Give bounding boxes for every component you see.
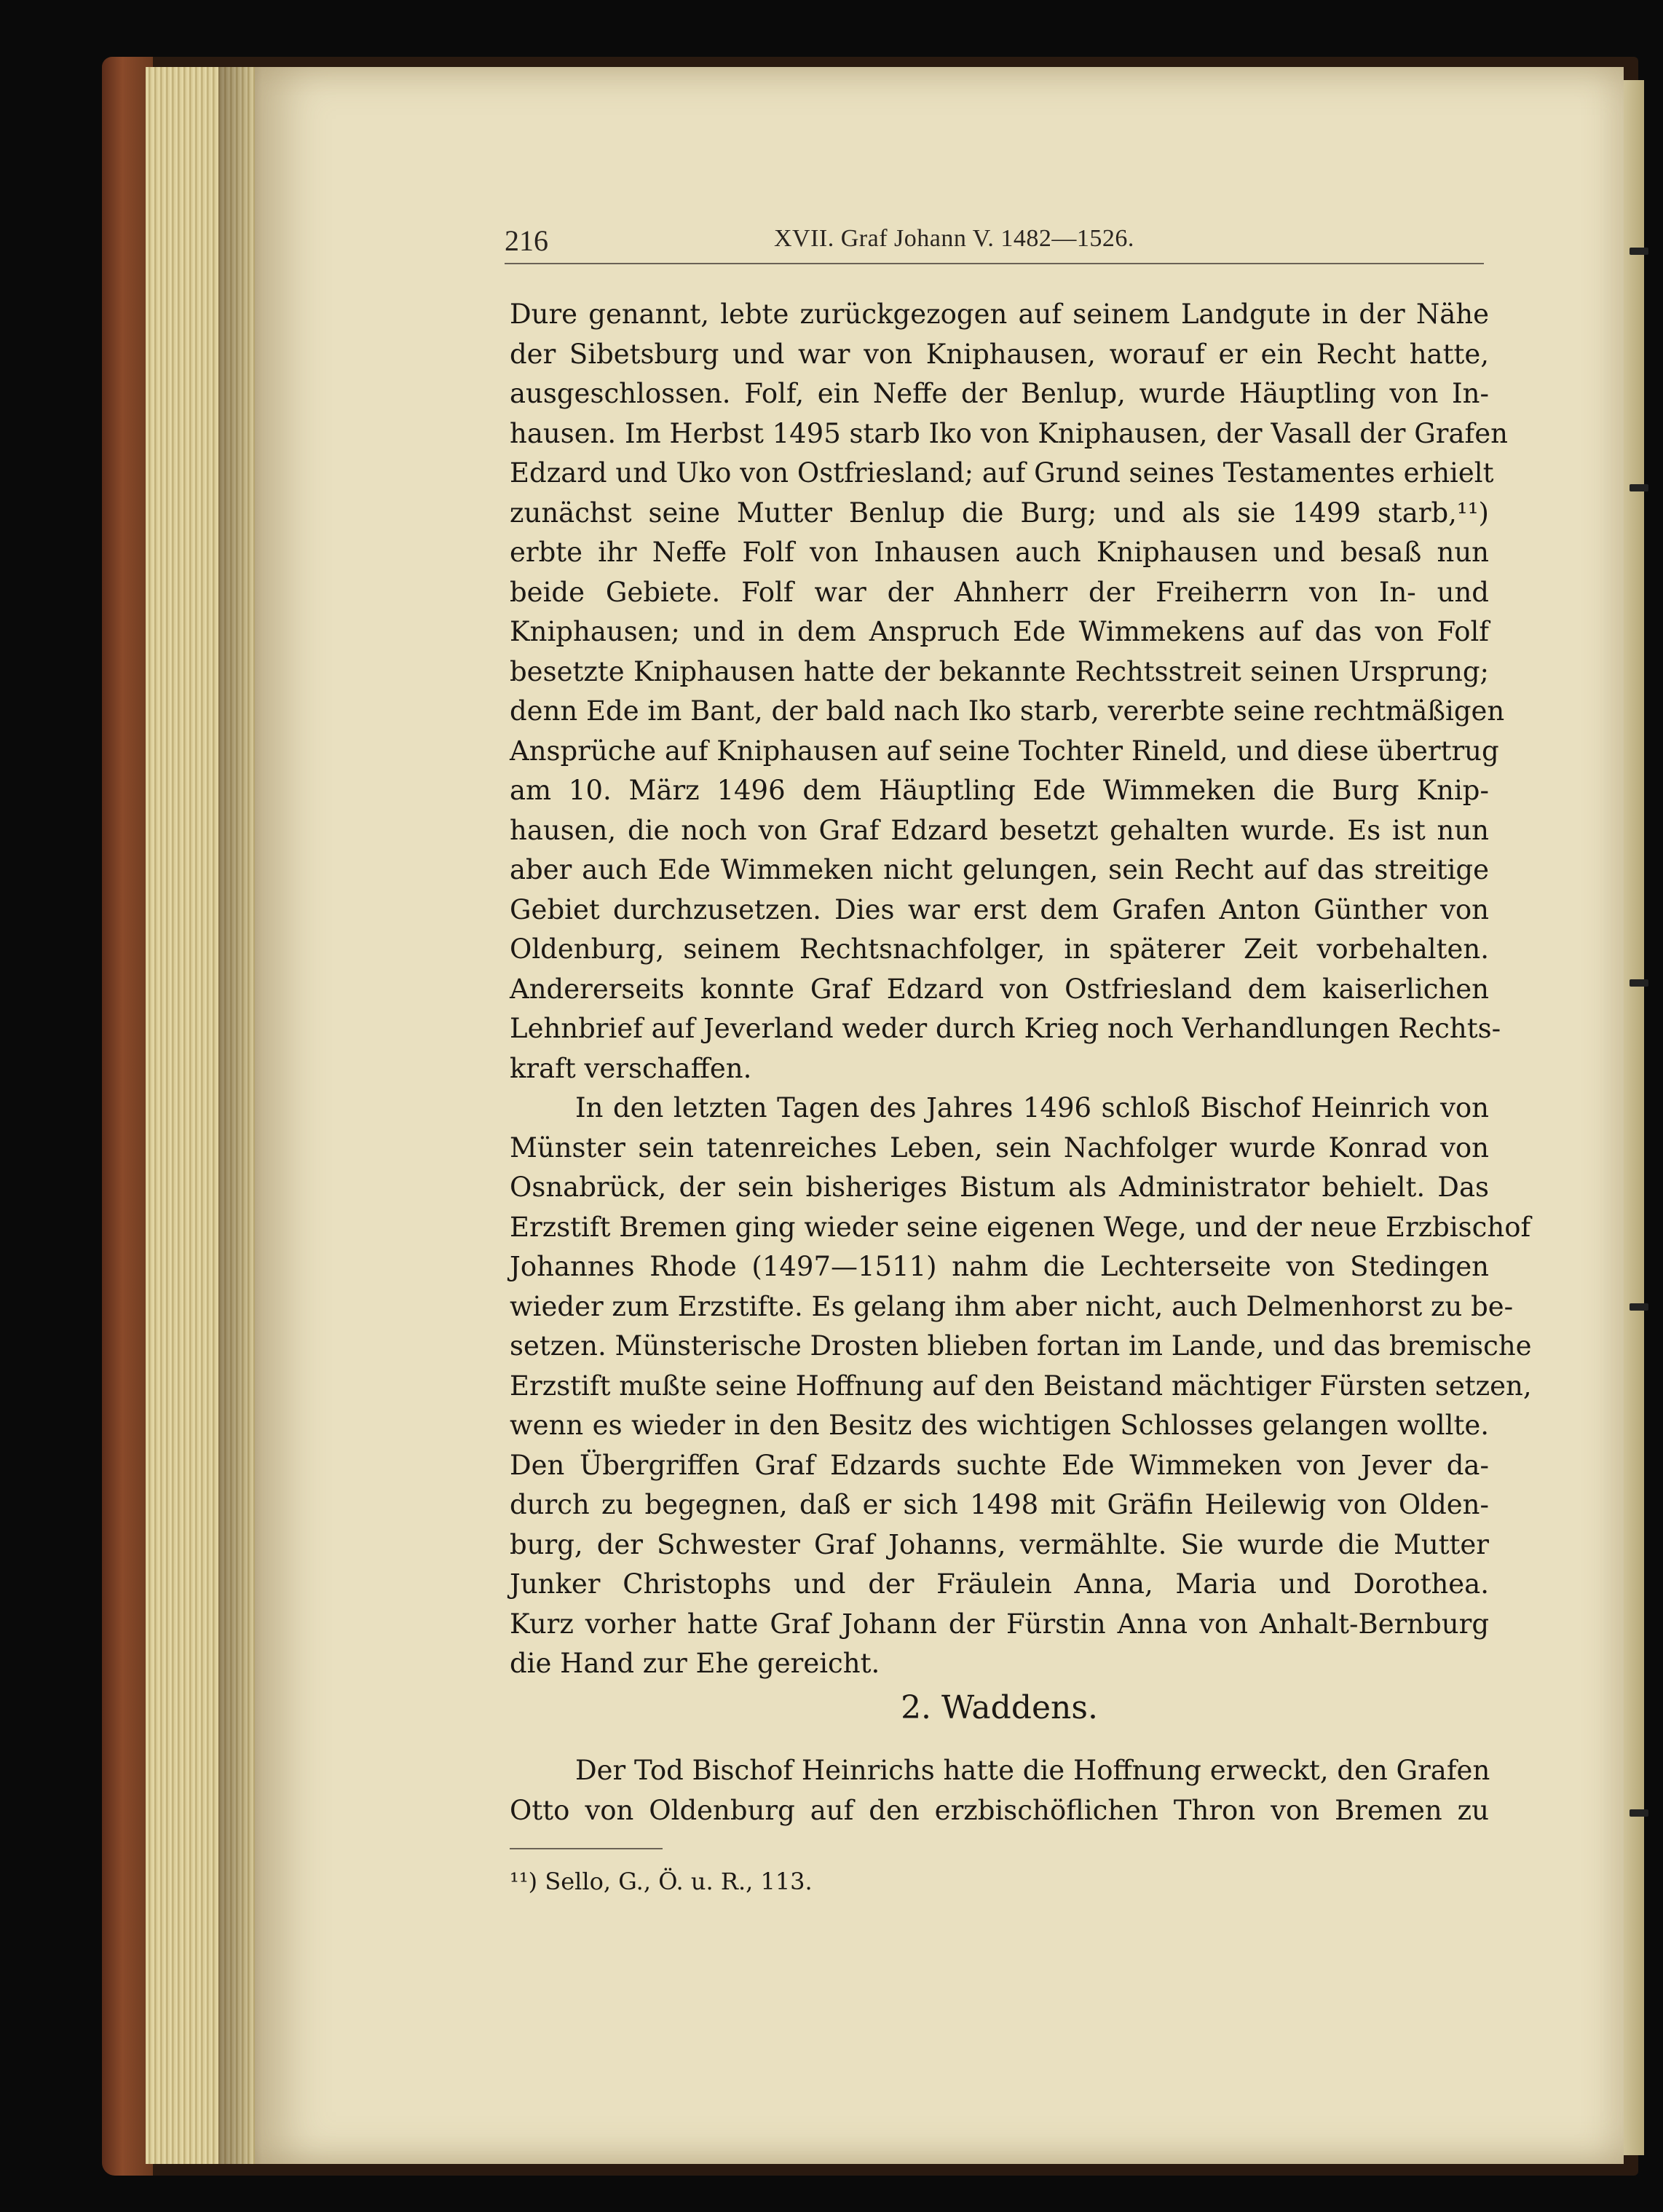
text-line: Osnabrück, der sein bisheriges Bistum als Administrator behielt. Das xyxy=(510,1172,1489,1203)
text-line: In den letzten Tagen des Jahres 1496 schloß Bischof Heinrich von xyxy=(575,1092,1489,1123)
text-line: aber auch Ede Wimmeken nicht gelungen, sein Recht auf das streitige xyxy=(510,854,1489,885)
text-line: hausen, die noch von Graf Edzard besetzt gehalten wurde. Es ist nun xyxy=(510,814,1489,846)
section-text xyxy=(510,1751,1489,1830)
text-line: der Sibetsburg und war von Kniphausen, worauf er ein Recht hatte, xyxy=(510,338,1489,370)
text-line: Oldenburg, seinem Rechtsnachfolger, in späterer Zeit vorbehalten. xyxy=(510,933,1489,965)
text-line: Junker Christophs und der Fräulein Anna, Maria und Dorothea. xyxy=(510,1568,1489,1600)
text-line: Der Tod Bischof Heinrichs hatte die Hoffnung erweckt, den Grafen xyxy=(575,1755,1490,1786)
text-line: denn Ede im Bant, der bald nach Iko starb, vererbte seine rechtmäßigen xyxy=(510,695,1505,727)
text-line: am 10. März 1496 dem Häuptling Ede Wimmeken die Burg Knip- xyxy=(510,775,1489,806)
section-heading: 2. Waddens. xyxy=(901,1689,1098,1726)
running-head: XVII. Graf Johann V. 1482—1526. xyxy=(774,225,1134,252)
text-line: besetzte Kniphausen hatte der bekannte Rechtsstreit seinen Ursprung; xyxy=(510,655,1489,687)
text-line: Dure genannt, lebte zurückgezogen auf seinem Landgute in der Nähe xyxy=(510,299,1489,330)
text-line: erbte ihr Neffe Folf von Inhausen auch Kniphausen und besaß nun xyxy=(510,537,1489,568)
page-header xyxy=(505,222,1484,264)
text-line: Andererseits konnte Graf Edzard von Ostfriesland dem kaiserlichen xyxy=(510,973,1489,1005)
right-page-edge xyxy=(1624,80,1644,2155)
text-line: Otto von Oldenburg auf den erzbischöflichen Thron von Bremen zu xyxy=(510,1794,1489,1826)
text-line: die Hand zur Ehe gereicht. xyxy=(510,1648,880,1679)
text-line: Kurz vorher hatte Graf Johann der Fürstin Anna von Anhalt-Bernburg xyxy=(510,1608,1489,1640)
text-line: Lehnbrief auf Jeverland weder durch Krieg noch Verhandlungen Rechts- xyxy=(510,1013,1501,1044)
body-text xyxy=(510,295,1532,1684)
text-line: Ansprüche auf Kniphausen auf seine Tochter Rineld, und diese übertrug xyxy=(510,735,1499,767)
paragraph-container xyxy=(510,295,1532,1684)
footnote-rule xyxy=(510,1848,663,1849)
text-line: Kniphausen; und in dem Anspruch Ede Wimmekens auf das von Folf xyxy=(510,616,1489,647)
text-line: setzen. Münsterische Drosten blieben fortan im Lande, und das bremische xyxy=(510,1330,1532,1362)
text-line: wenn es wieder in den Besitz des wichtigen Schlosses gelangen wollte. xyxy=(510,1410,1489,1441)
text-line: durch zu begegnen, daß er sich 1498 mit Gräfin Heilewig von Olden- xyxy=(510,1489,1489,1520)
text-line: Den Übergriffen Graf Edzards suchte Ede Wimmeken von Jever da- xyxy=(510,1449,1489,1481)
footnote: ¹¹) Sello, G., Ö. u. R., 113. xyxy=(510,1868,813,1895)
text-line: beide Gebiete. Folf war der Ahnherr der Freiherrn von In- und xyxy=(510,576,1489,608)
page-tab-mark xyxy=(1630,248,1648,255)
text-line: wieder zum Erzstifte. Es gelang ihm aber nicht, auch Delmenhorst zu be- xyxy=(510,1290,1514,1322)
text-line: Münster sein tatenreiches Leben, sein Nachfolger wurde Konrad von xyxy=(510,1131,1489,1164)
spine-shadow xyxy=(218,67,262,2164)
page-tab-mark xyxy=(1630,1303,1648,1311)
text-line: Erzstift Bremen ging wieder seine eigenen Wege, und der neue Erzbischof xyxy=(510,1211,1531,1243)
page-tab-mark xyxy=(1630,1809,1648,1817)
text-line: Johannes Rhode (1497—1511) nahm die Lechterseite von Stedingen xyxy=(510,1251,1489,1282)
page-number: 216 xyxy=(505,224,548,257)
text-line: Erzstift mußte seine Hoffnung auf den Beistand mächtiger Fürsten setzen, xyxy=(510,1370,1532,1402)
text-line: kraft verschaffen. xyxy=(510,1052,752,1084)
page-tab-mark xyxy=(1630,979,1648,987)
text-line: hausen. Im Herbst 1495 starb Iko von Kniphausen, der Vasall der Grafen xyxy=(510,417,1508,449)
text-line: Edzard und Uko von Ostfriesland; auf Grund seines Testamentes erhielt xyxy=(510,457,1494,489)
page-tab-mark xyxy=(1630,484,1648,491)
text-line: zunächst seine Mutter Benlup die Burg; und als sie 1499 starb,¹¹) xyxy=(510,497,1489,529)
text-line: Gebiet durchzusetzen. Dies war erst dem Grafen Anton Günther von xyxy=(510,893,1489,925)
text-line: burg, der Schwester Graf Johanns, vermählte. Sie wurde die Mutter xyxy=(510,1528,1489,1560)
text-line: ausgeschlossen. Folf, ein Neffe der Benlup, wurde Häuptling von In- xyxy=(510,378,1489,409)
